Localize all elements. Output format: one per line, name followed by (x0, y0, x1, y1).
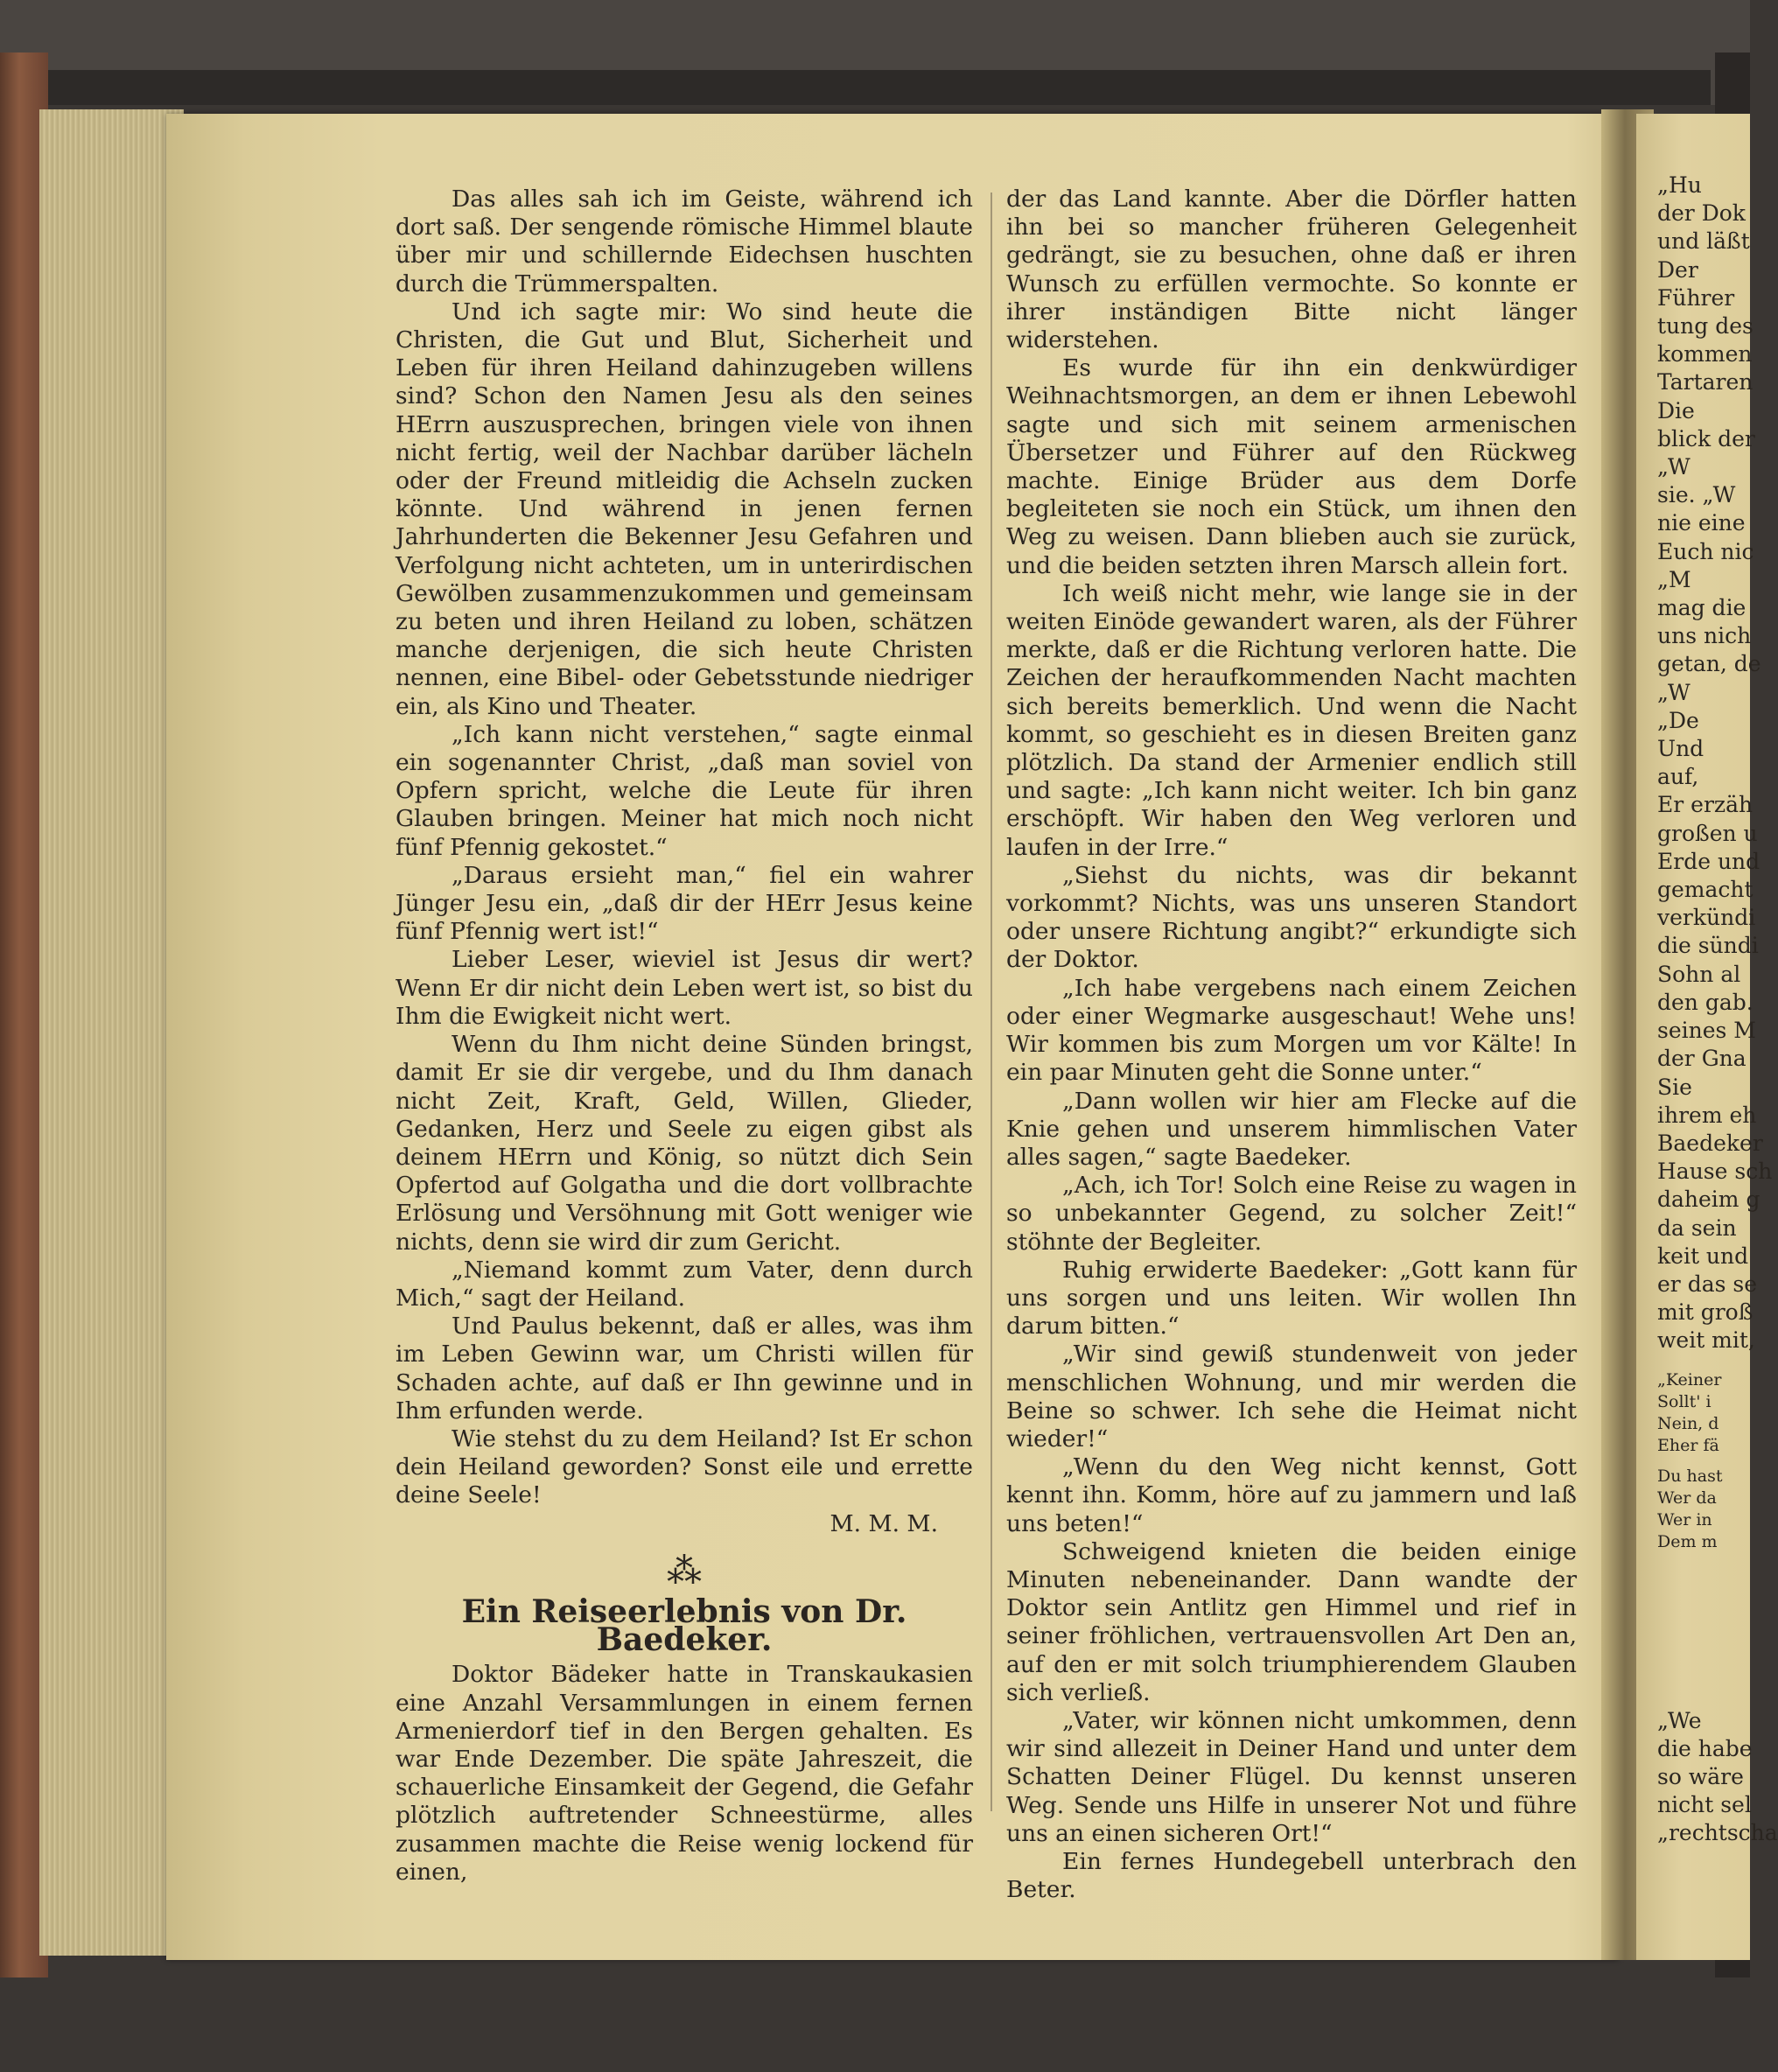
next-page-line: weit mit, (1657, 1327, 1755, 1354)
next-page-line (1657, 1457, 1754, 1466)
next-page-line: der Gna (1657, 1046, 1746, 1072)
paragraph: „Dann wollen wir hier am Flecke auf die Knie gehen und unserem himmlischen Vater alles sagen,“ sagte Baedeker. (1006, 1087, 1577, 1171)
next-page-line: Und (1657, 736, 1704, 762)
book-board-top (48, 70, 1711, 105)
paragraph: „Ich habe vergebens nach einem Zeichen oder einer Wegmarke ausgeschaut! Wehe uns! Wir kommen bis zum Morgen um vor Kälte! In ein paar Minuten geht die Sonne unter.“ (1006, 974, 1577, 1087)
next-page-line: nie eine (1657, 510, 1746, 536)
next-page-line: mit groß (1657, 1299, 1754, 1326)
next-page-line: Sie (1657, 1074, 1692, 1100)
next-page-line: Dem m (1657, 1531, 1718, 1551)
next-page-line: „De (1657, 707, 1699, 733)
next-page-line: so wäre (1657, 1763, 1744, 1789)
next-page-line: sie. „W (1657, 482, 1736, 508)
next-page-line: Erde und (1657, 848, 1760, 874)
paragraph: Ruhig erwiderte Baedeker: „Gott kann für uns sorgen und uns leiten. Wir wollen Ihn darum bitten.“ (1006, 1256, 1577, 1340)
paragraph: „Daraus ersieht man,“ fiel ein wahrer Jünger Jesu ein, „daß dir der HErr Jesus keine fünf Pfennig wert ist!“ (396, 861, 973, 946)
next-page-line: und läßt (1657, 228, 1750, 255)
paragraph: Wie stehst du zu dem Heiland? Ist Er schon dein Heiland geworden? Sonst eile und errette deine Seele! (396, 1424, 973, 1509)
next-page-line: Hause sch (1657, 1158, 1773, 1185)
next-page-line: Die (1657, 397, 1695, 424)
next-page-line: Tartaren (1657, 369, 1754, 396)
next-page-line: der Dok (1657, 200, 1746, 227)
paragraph: Es wurde für ihn ein denkwürdiger Weihnachtsmorgen, an dem er ihnen Lebewohl sagte und sich mit seinem armenischen Übersetzer und Führer auf den Rückweg machte. Einige Brüder aus dem Dorfe begleiteten sie noch ein Stück, um ihnen den Weg zu weisen. Dann blieben auch sie zurück, und die beiden setzten ihren Marsch allein fort. (1006, 354, 1577, 579)
next-page-line: tung des (1657, 313, 1754, 340)
next-page-line: keit und (1657, 1242, 1749, 1269)
next-page-line: seines M (1657, 1018, 1756, 1044)
article-title: Ein Reiseerlebnis von Dr. Baedeker. (461, 1592, 907, 1659)
paragraph: Und ich sagte mir: Wo sind heute die Christen, die Gut und Blut, Sicherheit und Leben für ihren Heiland dahinzugeben willens sind? Schon den Namen Jesu als den seines HErrn auszusprechen, bringen viele von ihnen nicht fertig, weil der Nachbar darüber lächeln oder der Freund mitleidig die Achseln zucken könnte. Und während in jenen fernen Jahrhunderten die Bekenner Jesu Gefahren und Verfolgung nicht achteten, um in unterirdischen Gewölben zusammenzukommen und gemeinsam zu beten und ihren Heiland zu loben, schätzen manche derjenigen, die sich heute Christen nennen, eine Bibel- oder Gebetsstunde niedriger ein, als Kino und Theater. (396, 298, 973, 720)
next-page-line: kommen (1657, 341, 1753, 368)
next-page-line: ihrem eh (1657, 1102, 1757, 1128)
next-page-line: die sündi (1657, 933, 1759, 959)
next-page-line: die habe (1657, 1735, 1753, 1761)
paragraph: Und Paulus bekennt, daß er alles, was ihm im Leben Gewinn war, um Christi willen für Schaden achte, auf daß er Ihn gewinne und in Ihm erfunden werde. (396, 1312, 973, 1424)
next-page-line: Sohn al (1657, 961, 1741, 987)
next-page-line: „rechtscha (1657, 1820, 1778, 1846)
paragraph: „Ach, ich Tor! Solch eine Reise zu wagen in so unbekannter Gegend, zu solcher Zeit!“ stöhnte der Begleiter. (1006, 1172, 1577, 1256)
next-page-line: „W (1657, 454, 1690, 480)
next-page-line: getan, de (1657, 651, 1761, 677)
next-page-line: großen u (1657, 820, 1758, 846)
next-page-line: „We (1657, 1707, 1702, 1733)
next-page-line: Er erzäh (1657, 792, 1754, 818)
next-page-line: Sollt' i (1657, 1391, 1712, 1411)
next-page-line: Nein, d (1657, 1413, 1719, 1433)
paragraph: Schweigend knieten die beiden einige Minuten nebeneinander. Dann wandte der Doktor sein Antlitz gen Himmel und rief in seiner fröhlichen, vertrauensvollen Art Den an, auf den er mit solch triumphierendem Glauben sich verließ. (1006, 1537, 1577, 1706)
paragraph: Doktor Bädeker hatte in Transkaukasien eine Anzahl Versammlungen in einem fernen Armenierdorf tief in den Bergen gehalten. Es war Ende Dezember. Die späte Jahreszeit, die schauerliche Einsamkeit der Gegend, die Gefahr plötzlich auftretender Schneestürme, alles zusammen machte die Reise wenig lockend für einen, (396, 1661, 973, 1886)
next-page-line: „Hu (1657, 172, 1702, 198)
paragraph: Wenn du Ihm nicht deine Sünden bringst, damit Er sie dir vergebe, und du Ihm danach nicht Zeit, Kraft, Geld, Willen, Glieder, Gedanken, Herz und Seele zu eigen gibst als deinem HErrn und König, so nützt dich Sein Opfertod auf Golgatha und die dort vollbrachte Erlösung und Versöhnung mit Gott weniger wie nichts, denn sie wird dir zum Gericht. (396, 1031, 973, 1256)
next-page-line: Wer da (1657, 1488, 1717, 1508)
ornament-icon: ⁂ (667, 1550, 702, 1592)
next-page-line: Euch nic (1657, 538, 1754, 564)
paragraph: Lieber Leser, wieviel ist Jesus dir wert? Wenn Er dir nicht dein Leben wert ist, so bist du Ihm die Ewigkeit nicht wert. (396, 946, 973, 1030)
paragraph: „Wenn du den Weg nicht kennst, Gott kennt ihn. Komm, höre auf zu jammern und laß uns beten!“ (1006, 1453, 1577, 1537)
next-page-line: nicht sel (1657, 1792, 1752, 1818)
paragraph: „Niemand kommt zum Vater, denn durch Mich,“ sagt der Heiland. (396, 1256, 973, 1312)
paragraph: Ich weiß nicht mehr, wie lange sie in der weiten Einöde gewandert waren, als der Führer merkte, daß er die Richtung verloren hatte. Die Zeichen der heraufkommenden Nacht machten sich bereits bemerklich. Und wenn die Nacht kommt, so geschieht es in diesen Breiten ganz plötzlich. Da stand der Armenier endlich still und sagte: „Ich kann nicht weiter. Ich bin ganz erschöpft. Wir haben den Weg verloren und laufen in der Irre.“ (1006, 579, 1577, 861)
column-divider (990, 192, 992, 1811)
next-page-line: Führer (1657, 284, 1735, 311)
next-page-line: verkündi (1657, 905, 1756, 931)
next-page-line: Der (1657, 256, 1698, 283)
next-page-line: den gab. (1657, 989, 1754, 1015)
next-page-line: Baedeker (1657, 1130, 1763, 1156)
next-page-line: mag die (1657, 595, 1746, 621)
paragraph: „Wir sind gewiß stundenweit von jeder menschlichen Wohnung, und mir werden die Beine so schwer. Ich sehe die Heimat nicht wieder!“ (1006, 1340, 1577, 1452)
page-stack-edges (39, 109, 184, 1956)
right-text-column (1006, 186, 1577, 1904)
author-signature-row (396, 1510, 973, 1538)
paragraph: „Vater, wir können nicht umkommen, denn wir sind allezeit in Deiner Hand und unter dem Schatten Deiner Flügel. Du kennst unseren Weg. Sende uns Hilfe in unserer Not und führe uns an einen sicheren Ort!“ (1006, 1706, 1577, 1847)
paragraph: Ein fernes Hundegebell unterbrach den Beter. (1006, 1847, 1577, 1904)
next-page-line: Wer in (1657, 1509, 1712, 1530)
paragraph: „Ich kann nicht verstehen,“ sagte einmal ein sogenannter Christ, „daß man soviel von Opfern spricht, welche die Leute für ihren Glauben bringen. Meiner hat mich noch nicht fünf Pfennig gekostet.“ (396, 720, 973, 861)
next-page-line: blick der (1657, 425, 1755, 452)
next-page-line: er das se (1657, 1270, 1758, 1297)
author-signature: M. M. M. (830, 1509, 938, 1537)
next-page-line: gemacht (1657, 877, 1754, 903)
paragraph: der das Land kannte. Aber die Dörfler hatten ihn bei so mancher früheren Gelegenheit gedrängt, sie zu besuchen, ohne daß er ihren Wunsch zu erfüllen vermochte. So konnte er ihrer inständigen Bitte nicht länger widerstehen. (1006, 186, 1577, 354)
paragraph: „Siehst du nichts, was dir bekannt vorkommt? Nichts, was uns unseren Standort oder unsere Richtung angibt?“ erkundigte sich der Doktor. (1006, 861, 1577, 974)
next-page-line: uns nich (1657, 623, 1752, 649)
next-page-line: auf, (1657, 764, 1699, 790)
next-page-line: Du hast (1657, 1466, 1723, 1486)
next-page-line: „Keiner (1657, 1369, 1722, 1390)
next-page-line: daheim g (1657, 1186, 1760, 1213)
next-page-line: „W (1657, 679, 1690, 705)
paragraph: Das alles sah ich im Geiste, während ich dort saß. Der sengende römische Himmel blaute über mir und schillernde Eidechsen huschten durch die Trümmerspalten. (396, 186, 973, 298)
left-text-column (396, 186, 973, 1886)
next-page-text-fragments (1657, 172, 1778, 1848)
next-page-line: da sein (1657, 1214, 1737, 1241)
next-page-line: „M (1657, 566, 1691, 592)
next-page-line: Eher fä (1657, 1435, 1719, 1455)
